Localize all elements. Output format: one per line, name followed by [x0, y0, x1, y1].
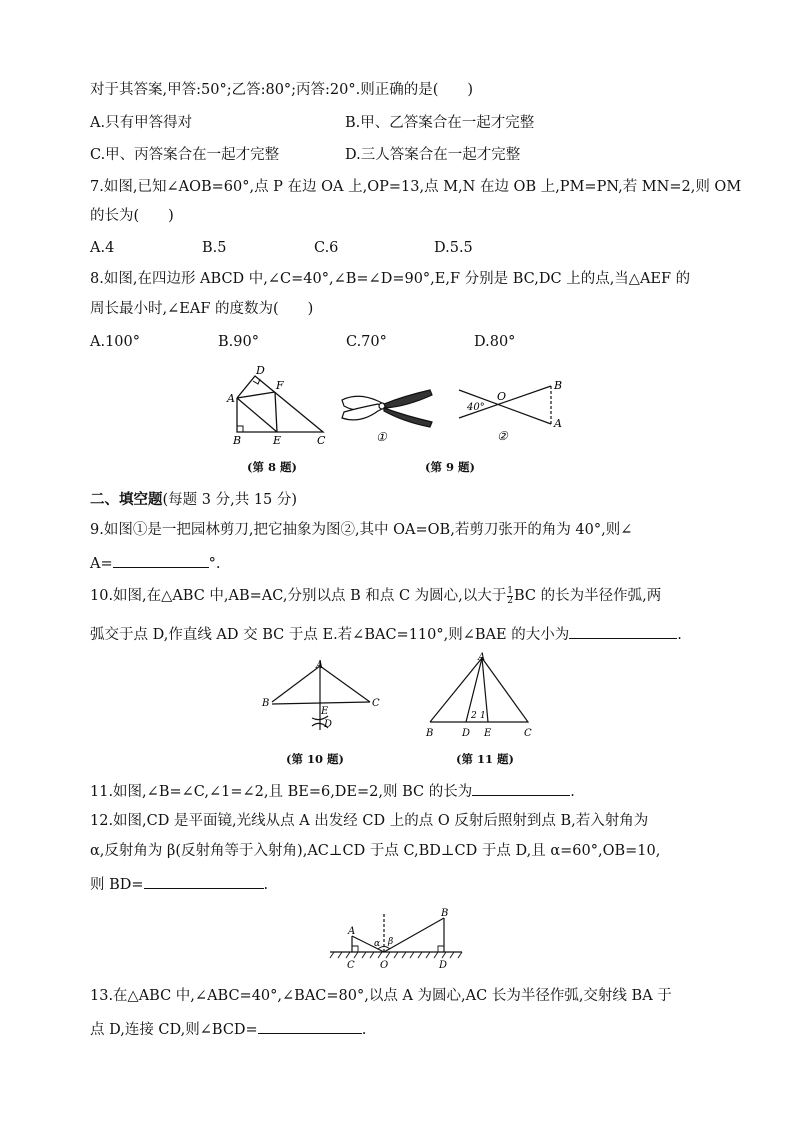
q10-suffix: . [677, 627, 682, 643]
fig9-label-b: B [554, 379, 563, 392]
q9-stem-line1: 9.如图①是一把园林剪刀,把它抽象为图②,其中 OA=OB,若剪刀张开的角为 40°,则∠ [90, 522, 633, 538]
section-note: (每题 3 分,共 15 分) [162, 492, 298, 508]
fig9-label-1: ① [376, 430, 387, 444]
q7-option-b: B.5 [202, 240, 227, 256]
fig10-label-a: A [316, 660, 324, 671]
fig11-label-e: E [484, 728, 492, 739]
q9-prefix: A= [90, 556, 113, 572]
fig11-angle-1: 1 [480, 711, 486, 721]
figure-8-quadrilateral [225, 362, 337, 448]
fig8-label-f: F [276, 379, 284, 392]
fig8-label-e: E [273, 434, 282, 447]
figure-9-scissors [338, 384, 438, 444]
q11-answer-blank[interactable] [472, 779, 570, 796]
q8-option-d: D.80° [474, 334, 516, 350]
q6-option-d: D.三人答案合在一起才完整 [345, 147, 521, 163]
fig8-caption: (第 8 题) [247, 460, 297, 474]
q7-stem-line1: 7.如图,已知∠AOB=60°,点 P 在边 OA 上,OP=13,点 M,N 在边 OB 上,PM=PN,若 MN=2,则 OM [90, 179, 742, 195]
figure-9-diagram [455, 378, 573, 446]
q12-stem-line3 [90, 872, 268, 895]
fig9-angle-label: 40° [467, 402, 485, 413]
q6-stem: 对于其答案,甲答:50°;乙答:80°;丙答:20°.则正确的是( ) [90, 82, 474, 98]
fig8-label-b: B [233, 434, 242, 447]
q8-option-c: C.70° [346, 334, 387, 350]
fig11-angle-2: 2 [471, 711, 477, 721]
q11-text: 11.如图,∠B=∠C,∠1=∠2,且 BE=6,DE=2,则 BC 的长为 [90, 784, 473, 800]
q10-stem-line2 [90, 622, 682, 645]
fig12-label-c: C [347, 960, 355, 971]
q11-suffix: . [570, 784, 575, 800]
q11-stem [90, 779, 575, 802]
q7-option-a: A.4 [90, 240, 115, 256]
q12-suffix: . [263, 877, 269, 893]
section-title [90, 490, 297, 510]
q8-option-b: B.90° [218, 334, 259, 350]
fig9-caption: (第 9 题) [425, 460, 475, 474]
fig8-label-d: D [256, 364, 265, 377]
q10-frac-den: 2 [507, 595, 513, 606]
fig11-caption: (第 11 题) [456, 752, 514, 766]
fig8-label-a: A [227, 392, 235, 405]
figure-11-triangle [420, 650, 540, 742]
figure-10-triangle [258, 656, 388, 736]
fig10-label-e: E [321, 706, 329, 717]
q10-frac-num: 1 [507, 585, 513, 596]
q13-stem-line1: 13.在△ABC 中,∠ABC=40°,∠BAC=80°,以点 A 为圆心,AC 长为半径作弧,交射线 BA 于 [90, 988, 672, 1004]
fig10-caption: (第 10 题) [286, 752, 344, 766]
fig9-label-o: O [497, 390, 507, 403]
fig12-label-o: O [380, 960, 389, 971]
figure-12-mirror [328, 904, 464, 972]
fig11-label-c: C [524, 728, 532, 739]
q12-prefix: 则 BD= [90, 877, 144, 893]
fig9-label-a: A [554, 417, 562, 430]
q10-answer-blank[interactable] [569, 622, 677, 639]
section-title-text: 二、填空题 [90, 492, 163, 508]
fig10-label-d: D [324, 719, 333, 730]
q10-text-a: 10.如图,在△ABC 中,AB=AC,分别以点 B 和点 C 为圆心,以大于 [90, 588, 507, 604]
fig11-label-d: D [462, 728, 471, 739]
fig12-label-alpha: α [374, 939, 381, 949]
fig11-label-a: A [478, 652, 486, 663]
fig8-label-c: C [317, 434, 326, 447]
q7-option-c: C.6 [314, 240, 339, 256]
q7-stem-line2: 的长为( ) [90, 208, 174, 224]
q12-answer-blank[interactable] [144, 872, 264, 889]
q12-stem-line2: α,反射角为 β(反射角等于入射角),AC⊥CD 于点 C,BD⊥CD 于点 D,且 α=60°,OB=10, [90, 843, 661, 859]
q10-stem-line1 [90, 586, 661, 606]
fig9-label-2: ② [497, 429, 508, 443]
fig10-label-c: C [372, 698, 380, 709]
q12-stem-line1: 12.如图,CD 是平面镜,光线从点 A 出发经 CD 上的点 O 反射后照射到点 B,若入射角为 [90, 813, 649, 829]
q10-text-b: BC 的长为半径作弧,两 [514, 588, 662, 604]
q8-stem-line2: 周长最小时,∠EAF 的度数为( ) [90, 301, 314, 317]
q13-stem-line2 [90, 1017, 366, 1040]
fig12-label-b: B [441, 908, 449, 919]
fig10-label-b: B [262, 698, 270, 709]
fig11-label-b: B [426, 728, 434, 739]
q10-text-c: 弧交于点 D,作直线 AD 交 BC 于点 E.若∠BAC=110°,则∠BAE 的大小为 [90, 627, 570, 643]
q9-answer-blank[interactable] [113, 551, 209, 568]
q6-option-a: A.只有甲答得对 [90, 115, 193, 131]
q10-fraction [507, 587, 513, 606]
q6-option-c: C.甲、丙答案合在一起才完整 [90, 147, 280, 163]
q13-answer-blank[interactable] [258, 1017, 362, 1034]
q8-stem-line1: 8.如图,在四边形 ABCD 中,∠C=40°,∠B=∠D=90°,E,F 分别是 BC,DC 上的点,当△AEF 的 [90, 271, 691, 287]
fig12-label-a: A [348, 926, 356, 937]
q13-text: 点 D,连接 CD,则∠BCD= [90, 1022, 258, 1038]
q13-suffix: . [361, 1022, 367, 1038]
q9-suffix: °. [208, 556, 221, 572]
q9-stem-line2 [90, 551, 220, 574]
fig12-label-beta: β [388, 937, 394, 947]
q8-option-a: A.100° [90, 334, 141, 350]
q6-option-b: B.甲、乙答案合在一起才完整 [345, 115, 535, 131]
q7-option-d: D.5.5 [434, 240, 473, 256]
fig12-label-d: D [439, 960, 448, 971]
